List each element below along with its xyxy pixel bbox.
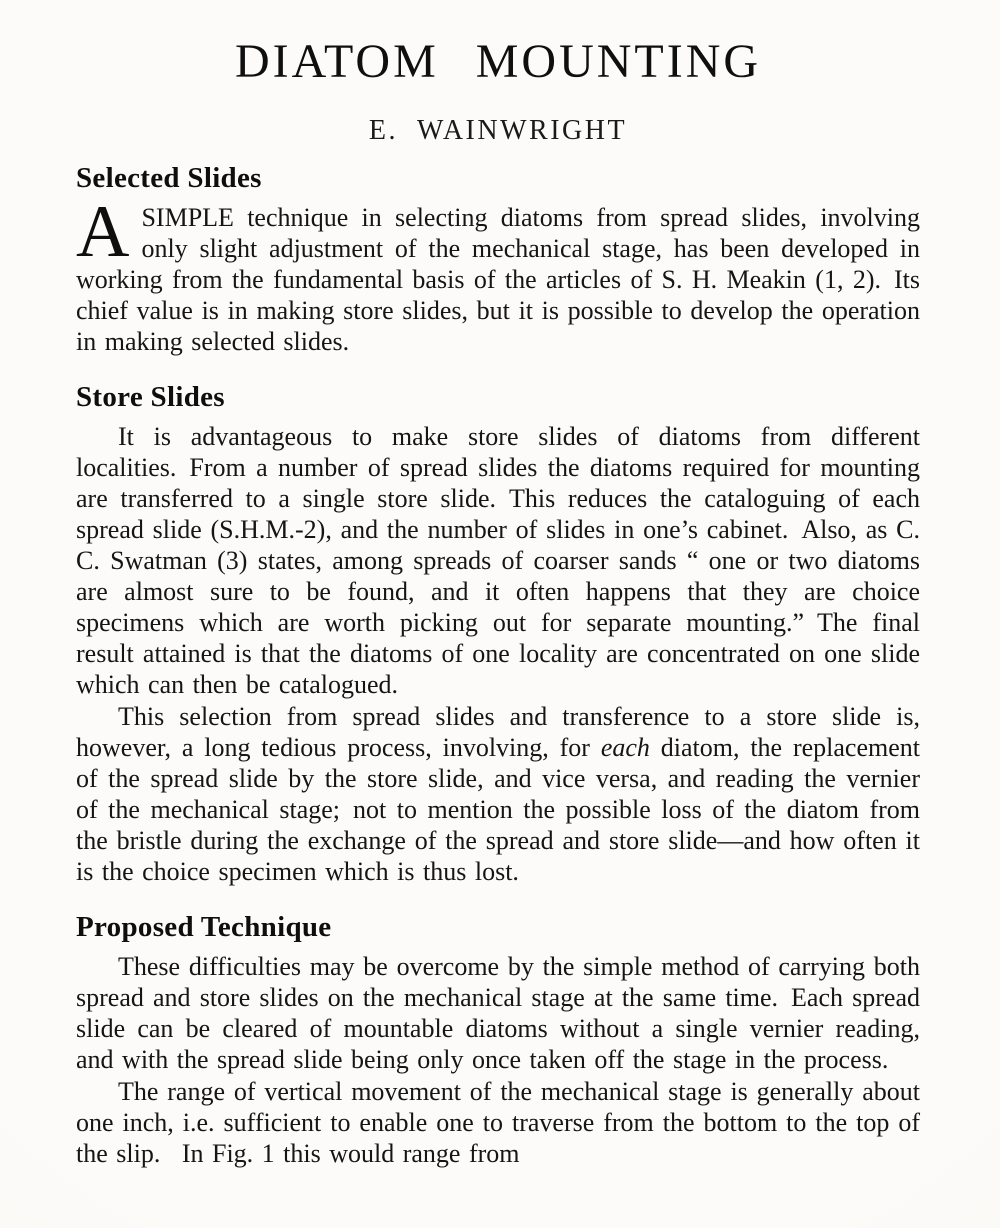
paragraph: These difficulties may be overcome by the simple method of carrying both spread and store slides on the mechanical stage at the same time. Each spread slide can be cleared of mountable diatoms without a single vernier reading, and with the spread slide being only once taken off the stage in the process. [76,952,920,1074]
section-heading-store-slides: Store Slides [76,381,225,413]
paragraph-text: diatom, the replacement of the spread slide by the store slide, and vice versa, and reading the vernier of the mechanical stage; not to mention the possible loss of the diatom from the bristle during the exchange of the spread and store slide—and how often it is the choice specimen which is thus lost. [76,733,920,886]
paragraph: It is advantageous to make store slides of diatoms from different localities. From a number of spread slides the diatoms required for mounting are transferred to a single store slide. This reduces the cataloguing of each spread slide (S.H.M.-2), and the number of slides in one’s cabinet. Also, as C. C. Swatman (3) states, among spreads of coarser sands “ one or two diatoms are almost sure to be found, and it often happens that they are choice specimens which are worth picking out for separate mounting.” The final result attained is that the diatoms of one locality are concentrated on one slide which can then be catalogued. [76,422,920,699]
section-heading-selected-slides: Selected Slides [76,162,262,194]
section-heading-proposed-technique: Proposed Technique [76,911,332,943]
paragraph-text: SIMPLE technique in selecting diatoms from spread slides, involving only slight adjustment of the mechanical stage, has been developed in working from the fundamental basis of the articles of S. H. Meakin (1, 2). Its chief value is in making store slides, but it is possible to develop the operation in making selected slides. [76,203,920,356]
paragraph [76,191,920,357]
dropcap-letter: A [76,191,130,273]
section-proposed-technique [76,911,920,1169]
paragraph [76,701,920,887]
paragraph-text: This selection from spread slides and transference to a store slide is, however, a long tedious process, involving, for [76,702,920,762]
author: E. WAINWRIGHT [368,115,628,146]
section-selected-slides [76,162,920,357]
page-title: DIATOM MOUNTING [234,35,762,88]
emphasized-word: each [600,733,650,762]
paragraph: The range of vertical movement of the mechanical stage is generally about one inch, i.e. sufficient to enable one to traverse from the bottom to the top of the slip. In Fig. 1 this would range from [76,1077,920,1168]
section-store-slides [76,381,920,887]
